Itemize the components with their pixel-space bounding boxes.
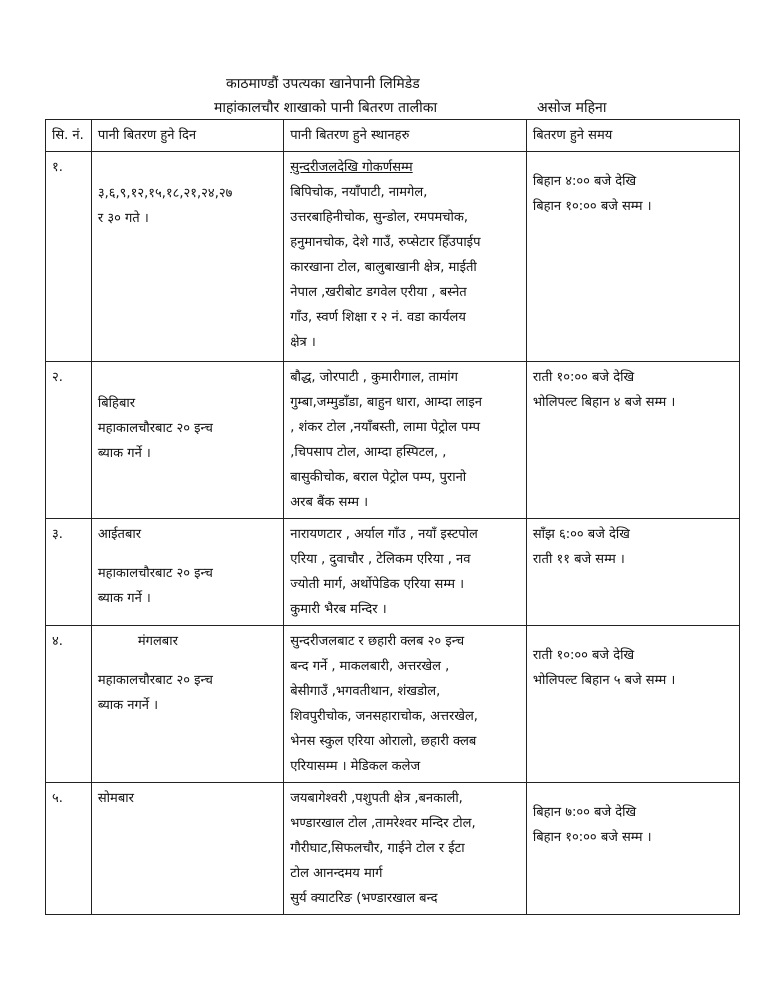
day-line: मंगलबार <box>137 634 178 649</box>
row-sn: ५. <box>46 783 92 915</box>
table-row <box>46 626 740 783</box>
place-line: सुन्दरीजलबाट र छहारी क्लब २० इन्च <box>290 634 465 649</box>
place-line: नेपाल ,खरीबोट डगवेल एरीया , बस्नेत <box>290 285 467 300</box>
place-line: बन्द गर्ने , माकलबारी, अत्तरखेल , <box>290 659 450 674</box>
row-day <box>91 783 283 915</box>
time-line: भोलिपल्ट बिहान ५ बजे सम्म । <box>532 673 676 688</box>
place-line: अरब बैंक सम्म । <box>290 495 369 510</box>
table-row <box>46 519 740 626</box>
time-line: साँझ ६:०० बजे देखि <box>532 527 630 542</box>
place-line: उत्तरबाहिनीचोक, सुन्डोल, रमपमचोक, <box>290 210 469 225</box>
day-line: सोमबार <box>97 791 134 806</box>
time-line: राती ११ बजे सम्म । <box>532 552 625 567</box>
day-line: महाकालचौरबाट २० इन्च <box>97 673 213 688</box>
row-places <box>284 362 527 519</box>
row-time <box>526 362 739 519</box>
place-line: एरिया , दुवाचौर , टेलिकम एरिया , नव <box>290 552 471 567</box>
col-header-time: बितरण हुने समय <box>526 120 739 152</box>
time-line: राती १०:०० बजे देखि <box>532 370 635 385</box>
place-line: टोल आनन्दमय मार्ग <box>290 866 383 881</box>
day-line: महाकालचौरबाट २० इन्च <box>97 566 213 581</box>
time-line: बिहान ७:०० बजे देखि <box>532 805 637 820</box>
place-line: जयबागेश्वरी ,पशुपती क्षेत्र ,बनकाली, <box>290 791 463 806</box>
org-title: काठमाण्डौं उपत्यका खानेपानी लिमिडेड <box>226 76 420 92</box>
row-day <box>91 519 283 626</box>
day-line: ३,६,९,१२,१५,१८,२१,२४,२७ <box>97 186 233 201</box>
distribution-table <box>45 119 740 915</box>
place-line: बेसीगाउँ ,भगवतीथान, शंखडोल, <box>290 684 441 699</box>
place-line: एरियासम्म । मेडिकल कलेज <box>290 759 421 774</box>
row-time <box>526 783 739 915</box>
day-line: ब्याक नगर्ने । <box>97 698 159 713</box>
schedule-title: माहांकालचौर शाखाको पानी बितरण तालीका <box>214 100 438 116</box>
place-line: ,चिपसाप टोल, आम्दा हस्पिटल, , <box>290 445 447 460</box>
place-line: बिपिचोक, नयाँपाटी, नामगेल, <box>290 185 428 200</box>
row-time <box>526 152 739 362</box>
place-line: हनुमानचोक, देशे गाउँ, रुप्सेटार हिँउपाईप <box>290 235 481 250</box>
row-places <box>284 519 527 626</box>
place-line: सुर्य क्याटरिङ (भण्डारखाल बन्द <box>290 891 438 906</box>
col-header-day: पानी बितरण हुने दिन <box>91 120 283 152</box>
place-line: भण्डारखाल टोल ,तामरेश्वर मन्दिर टोल, <box>290 816 476 831</box>
place-line: शिवपुरीचोक, जनसहाराचोक, अत्तरखेल, <box>290 709 478 724</box>
place-line: ज्योती मार्ग, अर्थोपेडिक एरिया सम्म । <box>290 577 465 592</box>
row-day <box>91 152 283 362</box>
row-time <box>526 626 739 783</box>
place-line: गौरीघाट,सिफलचौर, गाईने टोल र ईटा <box>290 841 465 856</box>
day-line: र ३० गते । <box>97 211 149 226</box>
place-line: गाँउ, स्वर्ण शिक्षा र २ नं. वडा कार्यलय <box>290 310 466 325</box>
row-time <box>526 519 739 626</box>
month-label: असोज महिना <box>537 100 607 116</box>
table-row <box>46 362 740 519</box>
row-sn: ३. <box>46 519 92 626</box>
day-line: ब्याक गर्ने । <box>97 446 151 461</box>
places-heading: सुन्दरीजलदेखि गोकर्णसम्म <box>290 160 413 175</box>
day-line: बिहिबार <box>97 396 136 411</box>
table-row <box>46 783 740 915</box>
place-line: , शंकर टोल ,नयाँबस्ती, लामा पेट्रोल पम्प <box>290 420 481 435</box>
time-line: बिहान ४:०० बजे देखि <box>532 174 637 189</box>
row-sn: १. <box>46 152 92 362</box>
place-line: कारखाना टोल, बालुबाखानी क्षेत्र, माईती <box>290 260 477 275</box>
col-header-places: पानी बितरण हुने स्थानहरु <box>284 120 527 152</box>
row-places <box>284 783 527 915</box>
row-day <box>91 362 283 519</box>
day-line: ब्याक गर्ने । <box>97 591 151 606</box>
time-line: राती १०:०० बजे देखि <box>532 648 635 663</box>
day-line: महाकालचौरबाट २० इन्च <box>97 421 213 436</box>
day-line: आईतबार <box>97 527 142 542</box>
place-line: भेनस स्कुल एरिया ओरालो, छहारी क्लब <box>290 734 477 749</box>
place-line: क्षेत्र । <box>290 335 316 350</box>
row-day <box>91 626 283 783</box>
place-line: कुमारी भैरब मन्दिर । <box>290 602 387 617</box>
col-header-sn: सि. नं. <box>46 120 92 152</box>
place-line: बौद्ध, जोरपाटी , कुमारीगाल, तामांग <box>290 370 458 385</box>
table-row <box>46 152 740 362</box>
time-line: भोलिपल्ट बिहान ४ बजे सम्म । <box>532 395 676 410</box>
row-places <box>284 626 527 783</box>
place-line: नारायणटार , अर्याल गाँउ , नयाँ इस्टपोल <box>290 527 478 542</box>
row-places <box>284 152 527 362</box>
time-line: बिहान १०:०० बजे सम्म । <box>532 199 652 214</box>
row-sn: ४. <box>46 626 92 783</box>
row-sn: २. <box>46 362 92 519</box>
time-line: बिहान १०:०० बजे सम्म । <box>532 830 652 845</box>
place-line: बासुकीचोक, बराल पेट्रोल पम्प, पुरानो <box>290 470 467 485</box>
table-header-row <box>46 120 740 152</box>
place-line: गुम्बा,जम्मुडाँडा, बाहुन धारा, आम्दा लाइन <box>290 395 482 410</box>
